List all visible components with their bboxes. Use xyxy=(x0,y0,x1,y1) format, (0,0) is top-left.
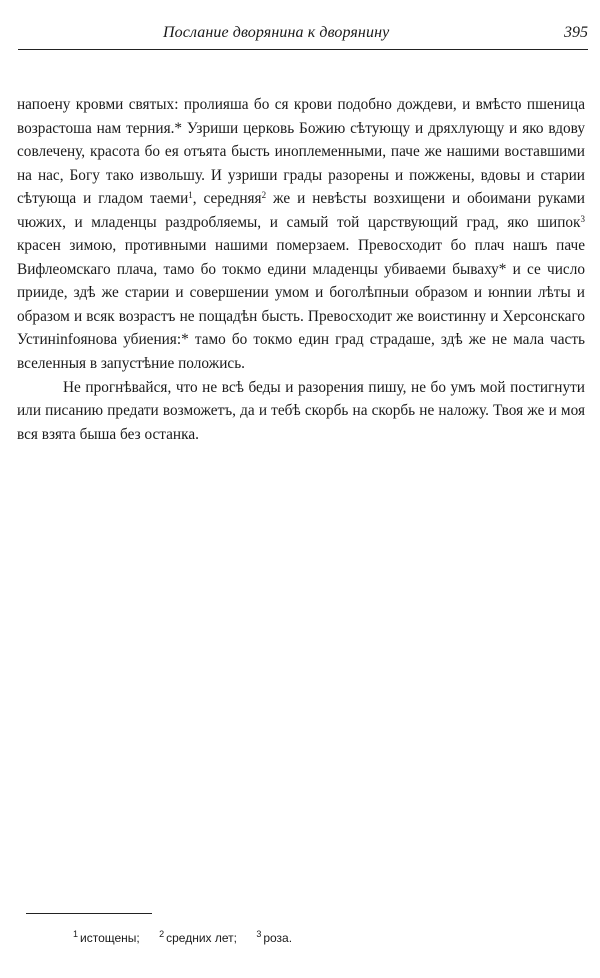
footnote-2 xyxy=(159,930,237,946)
footnote-1 xyxy=(73,930,140,946)
header-rule xyxy=(18,49,588,50)
footnote-text-2: средних лет; xyxy=(166,931,237,945)
paragraph-1-text-c: же и невѣсты возхищени и обоимани руками чюжих, и младенцы раздробляемы, и самый той царствующий град, яко шипок xyxy=(17,190,585,231)
footnote-ref-2: 2 xyxy=(261,190,267,201)
running-title: Послание дворянина к дворянину xyxy=(163,24,390,41)
page-number: 395 xyxy=(564,24,588,41)
footnote-ref-3: 3 xyxy=(580,213,585,224)
footnotes xyxy=(73,930,473,946)
footnote-marker-1: 1 xyxy=(73,929,79,939)
footnote-text-1: истощены; xyxy=(80,931,140,945)
footnote-rule xyxy=(26,913,152,914)
paragraph-1-text-b: , середняя xyxy=(192,190,262,208)
paragraph-1-text-a: напоену кровми святых: пролияша бо ся крови подобно дождеви, и вмѣсто пшеница возрастоша нам терния.* Узриши церковь Божию сѣтующу и дряхлующу и яко вдову совлечену, красота бо ея отъята бысть иноплеменными, паче же нашими воставшими на нас, Богу тако извольшу. И узриши грады разорены и пожжены, вдовы и старии сѣтующа и гладом таеми xyxy=(17,96,585,208)
footnote-ref-1: 1 xyxy=(188,190,193,201)
footnote-text-3: роза. xyxy=(263,931,293,945)
running-header xyxy=(18,24,588,48)
paragraph-2: Не прогнѣвайся, что не всѣ беды и разорения пишу, не бо умъ мой постигнути или писанию предати возможетъ, да и тебѣ скорбь на скорбь не наложу. Твоя же и моя вся взята быша без останка. xyxy=(17,378,585,443)
footnote-marker-3: 3 xyxy=(256,929,262,939)
footnote-marker-2: 2 xyxy=(159,929,165,939)
paragraph-1-text-d: красен зимою, противными нашими померзаем. Превосходит бо плач нашъ паче Вифлеомскаго плача, тамо бо токмо едини младенцы убиваеми бываху* и се число прииде, здѣ же старии и совершении умом и боголѣпныи образом и юнnии лѣты и образом и всяк возрастъ не пощадѣн бысть. Превосходит же воистинну и Херсонскаго Устинinfoянова убиения:* тамо бо токмо един град страдаше, здѣ же не мала часть вселенныя в запустѣние положись. xyxy=(17,237,585,373)
footnote-3 xyxy=(256,930,292,946)
body-text xyxy=(17,93,585,446)
paragraph-1 xyxy=(17,93,585,376)
